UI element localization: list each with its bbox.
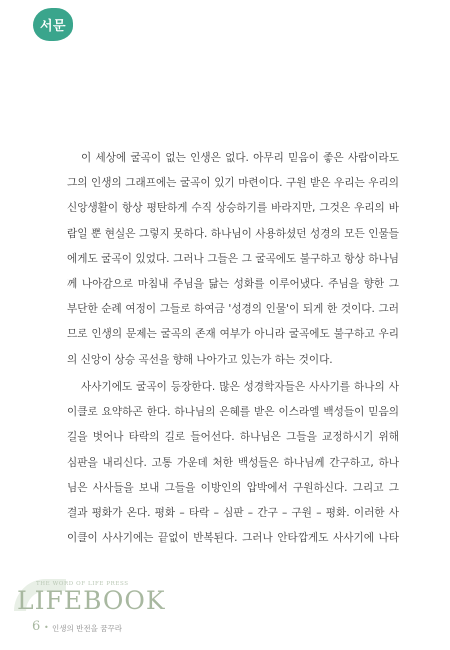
section-badge: [33, 8, 73, 41]
text-line: 사사기에도 굴곡이 등장한다. 많은 성경학자들은 사사기를 하나의 사: [81, 381, 399, 393]
page-number: 6: [32, 619, 41, 634]
publisher-name: THE WORD OF LIFE PRESS: [36, 581, 129, 587]
text-line: 그의 인생의 그래프에는 굴곡이 있기 마련이다. 구원 받은 우리는 우리의: [67, 177, 399, 190]
text-line: 므로 인생의 문제는 굴곡의 존재 여부가 아니라 굴곡에도 불구하고 우리: [67, 328, 399, 341]
page-footer: [14, 579, 174, 645]
text-line: 신앙생활이 항상 평탄하게 수직 상승하기를 바라지만, 그것은 우리의 바: [67, 202, 399, 215]
section-badge-label: 서문: [39, 19, 67, 34]
text-line: 님은 사사들을 보내 그들을 이방인의 압박에서 구원하신다. 그리고 그: [67, 481, 399, 494]
text-line: 이 세상에 굴곡이 없는 인생은 없다. 아무리 믿음이 좋은 사람이라도: [81, 152, 399, 164]
text-line: 심판을 내리신다. 고통 가운데 처한 백성들은 하나님께 간구하고, 하나: [67, 456, 399, 469]
text-line: 이클로 요약하곤 한다. 하나님의 은혜를 받은 이스라엘 백성들이 믿음의: [67, 406, 399, 419]
text-line: 람일 뿐 현실은 그렇지 못하다. 하나님이 사용하셨던 성경의 모든 인물들: [67, 227, 399, 240]
text-line: 길을 벗어나 타락의 길로 들어선다. 하나님은 그들을 교정하시기 위해: [67, 431, 399, 444]
text-line: 에게도 굴곡이 있었다. 그러나 그들은 그 굴곡에도 불구하고 항상 하나님: [67, 252, 399, 265]
paragraph-intro: [54, 146, 399, 373]
text-line: 부단한 순례 여정이 그들로 하여금 '성경의 인물'이 되게 한 것이다. 그러: [67, 303, 399, 316]
footer-separator: •: [44, 623, 49, 632]
text-line: 결과 평화가 온다. 평화 – 타락 – 심판 – 간구 – 구원 – 평화. 이러한 사: [67, 507, 399, 520]
text-line: 의 신앙이 상승 곡선을 향해 나아가고 있는가 하는 것이다.: [67, 353, 333, 366]
paragraph-judges: [54, 375, 399, 551]
text-line: 이클이 사사기에는 끝없이 반복된다. 그러나 안타깝게도 사사기에 나타: [67, 532, 399, 545]
text-line: 께 나아감으로 마침내 주님을 닮는 성화를 이루어냈다. 주님을 향한 그: [67, 278, 399, 291]
book-title: 인생의 반전을 꿈꾸라: [52, 624, 122, 633]
lifebook-logo: LIFEBOOK: [17, 586, 166, 615]
